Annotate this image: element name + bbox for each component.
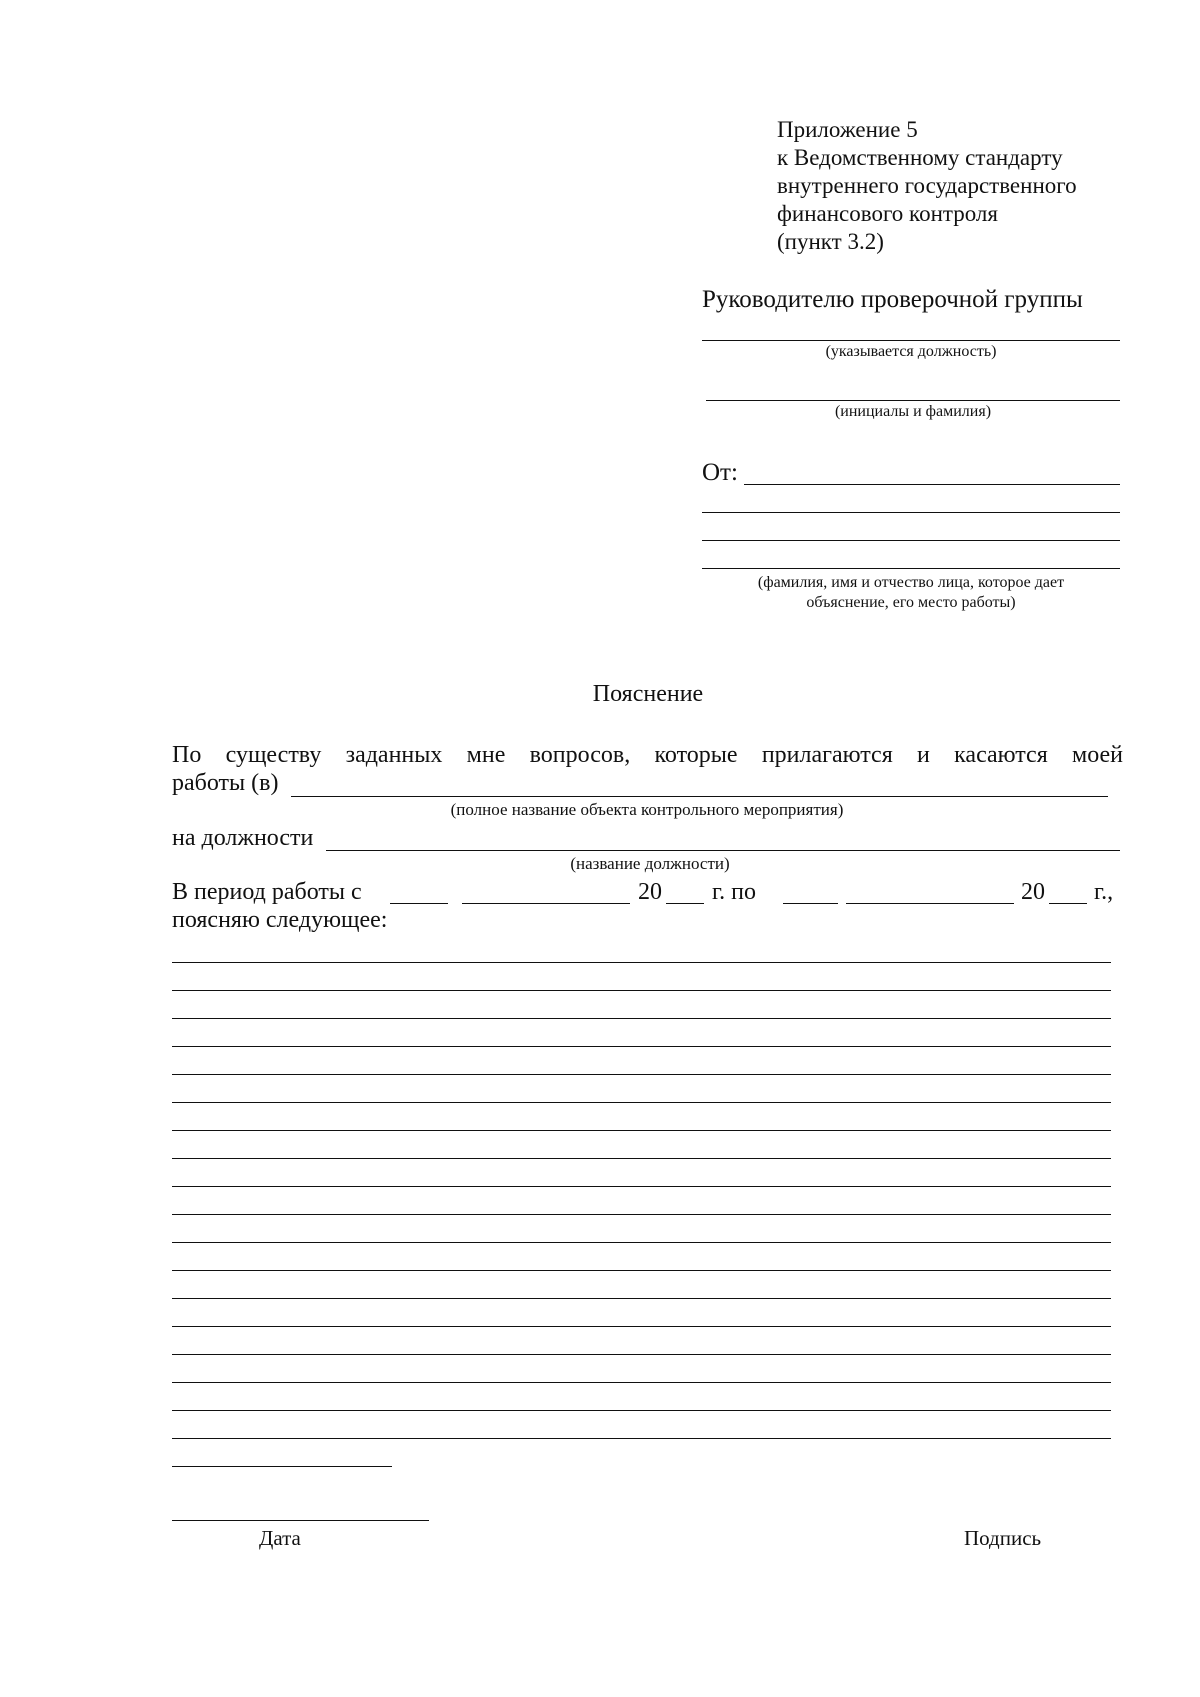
addressee-position-field[interactable] — [702, 340, 1120, 341]
explanation-line[interactable] — [172, 1018, 1111, 1019]
explanation-line[interactable] — [172, 1074, 1111, 1075]
explanation-line[interactable] — [172, 1326, 1111, 1327]
signature-label: Подпись — [964, 1526, 1042, 1550]
explanation-line[interactable] — [172, 1158, 1111, 1159]
document-title: Пояснение — [592, 681, 704, 707]
explanation-line[interactable] — [172, 1186, 1111, 1187]
addressee-name-field[interactable] — [706, 400, 1120, 401]
period-end-month-field[interactable] — [846, 903, 1014, 904]
explanation-line[interactable] — [172, 1046, 1111, 1047]
position-hint: (название должности) — [570, 854, 730, 873]
appendix-block — [777, 116, 1077, 256]
explanation-line[interactable] — [172, 962, 1111, 963]
from-field[interactable] — [744, 484, 1120, 485]
from-hint-line-1: (фамилия, имя и отчество лица, которое дает — [757, 574, 1065, 591]
date-field[interactable] — [172, 1520, 429, 1521]
date-label: Дата — [259, 1526, 301, 1550]
explanation-line-short[interactable] — [172, 1466, 392, 1467]
explanation-line[interactable] — [172, 1130, 1111, 1131]
appendix-line: внутреннего государственного — [777, 173, 1077, 198]
explanation-line[interactable] — [172, 1382, 1111, 1383]
period-end-year-suffix: г., — [1094, 879, 1114, 905]
from-field-line-4[interactable] — [702, 568, 1120, 569]
explanation-line[interactable] — [172, 1354, 1111, 1355]
from-label: От: — [702, 459, 738, 486]
period-start-year-field[interactable] — [666, 903, 704, 904]
period-end-day-field[interactable] — [783, 903, 838, 904]
explanation-line[interactable] — [172, 1242, 1111, 1243]
from-field-line-3[interactable] — [702, 540, 1120, 541]
explanation-line[interactable] — [172, 1270, 1111, 1271]
period-start-day-field[interactable] — [390, 903, 448, 904]
object-hint: (полное название объекта контрольного мероприятия) — [450, 800, 844, 819]
period-end-year-field[interactable] — [1049, 903, 1087, 904]
explanation-line[interactable] — [172, 990, 1111, 991]
appendix-line: (пункт 3.2) — [777, 229, 884, 254]
addressee-name-hint: (инициалы и фамилия) — [834, 403, 992, 420]
explain-label: поясняю следующее: — [172, 907, 388, 933]
position-label: на должности — [172, 825, 314, 851]
position-field[interactable] — [326, 850, 1120, 851]
period-start-year-prefix: 20 — [638, 879, 662, 905]
explanation-line[interactable] — [172, 1410, 1111, 1411]
object-name-field[interactable] — [291, 796, 1108, 797]
appendix-line: финансового контроля — [777, 201, 998, 226]
period-start-label: В период работы с — [172, 879, 362, 905]
from-hint-line-2: объяснение, его место работы) — [806, 594, 1016, 611]
appendix-line: к Ведомственному стандарту — [777, 145, 1063, 170]
body-intro — [172, 741, 1123, 769]
addressee-title: Руководителю проверочной группы — [702, 286, 1083, 313]
body-work-at: работы (в) — [172, 770, 279, 796]
period-start-month-field[interactable] — [462, 903, 630, 904]
period-end-year-prefix: 20 — [1021, 879, 1045, 905]
explanation-line[interactable] — [172, 1298, 1111, 1299]
explanation-line[interactable] — [172, 1214, 1111, 1215]
appendix-line: Приложение 5 — [777, 117, 918, 142]
period-start-year-suffix: г. по — [712, 879, 756, 905]
addressee-position-hint: (указывается должность) — [825, 343, 997, 360]
explanation-line[interactable] — [172, 1438, 1111, 1439]
explanation-line[interactable] — [172, 1102, 1111, 1103]
from-field-line-2[interactable] — [702, 512, 1120, 513]
body-intro-text: По существу заданных мне вопросов, которые прилагаются и касаются моей — [172, 742, 1123, 768]
